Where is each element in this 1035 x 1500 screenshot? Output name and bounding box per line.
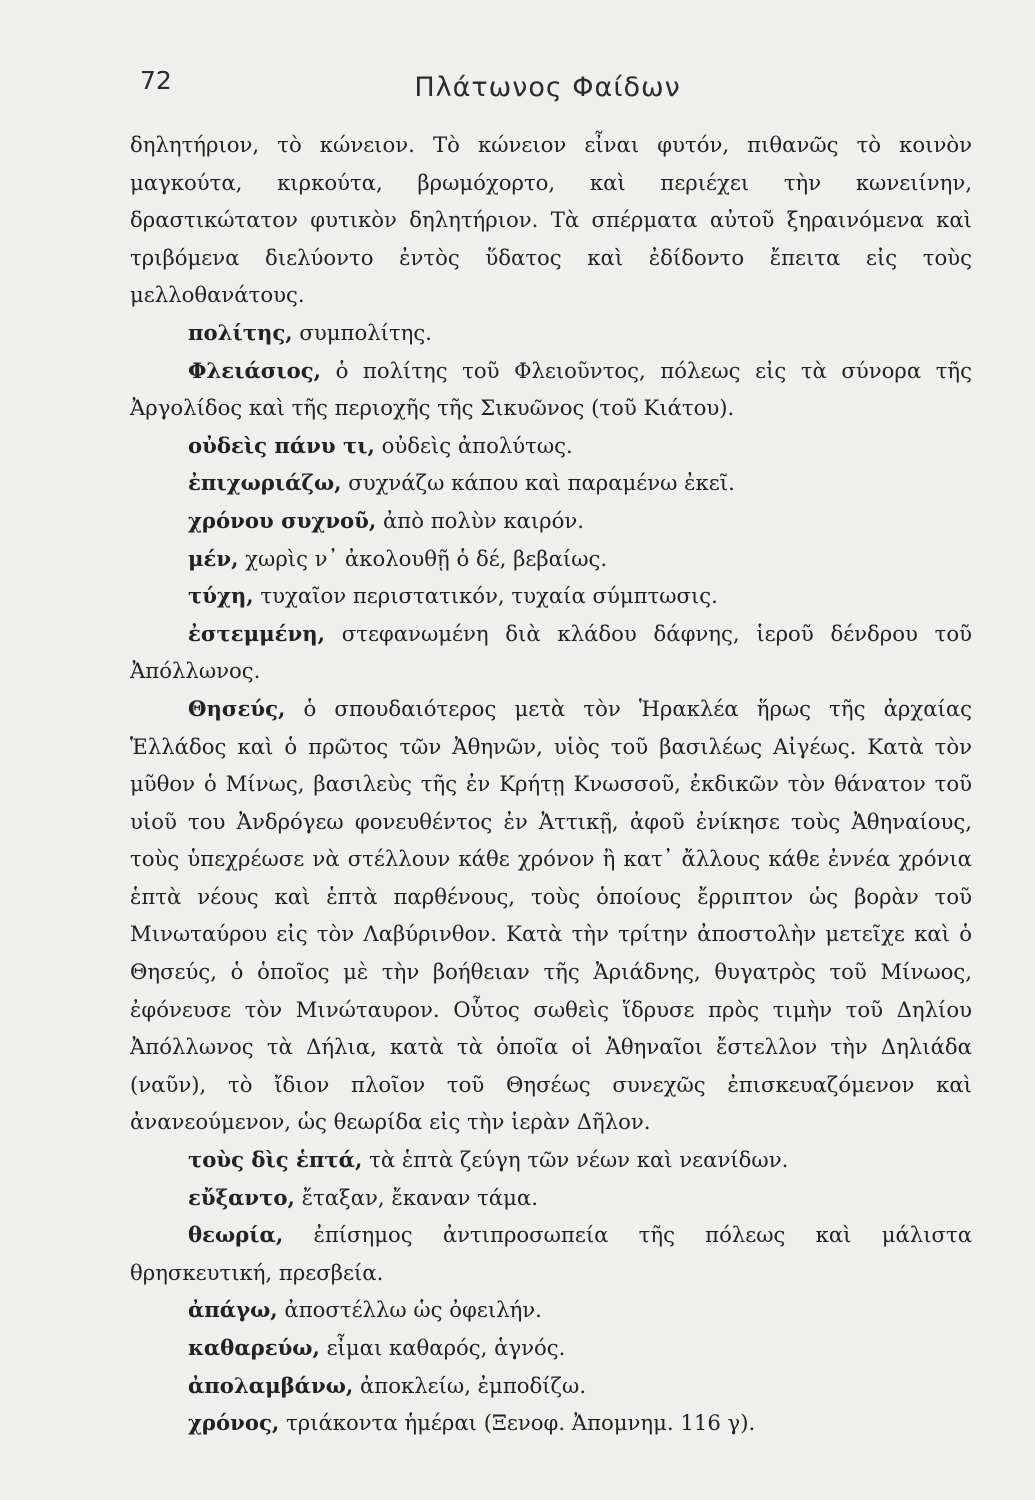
entry-definition: οὐδεὶς ἀπολύτως. bbox=[374, 432, 573, 458]
entry-term: μέν, bbox=[188, 545, 239, 571]
glossary-entry bbox=[130, 502, 972, 540]
running-title: Πλάτωνος Φαίδων bbox=[414, 72, 681, 103]
entry-term: πολίτης, bbox=[188, 319, 293, 345]
glossary-entry bbox=[130, 427, 972, 465]
glossary-entry bbox=[130, 690, 972, 1141]
entry-definition: ἀποστέλλω ὡς ὀφειλήν. bbox=[277, 1297, 542, 1323]
entry-term: εὔξαντο, bbox=[188, 1184, 295, 1210]
entry-term: Θησεύς, bbox=[188, 695, 286, 721]
glossary-entry bbox=[130, 314, 972, 352]
glossary-entry bbox=[130, 1179, 972, 1217]
entry-term: ἀπάγω, bbox=[188, 1297, 278, 1323]
entry-definition: ἐπίσημος ἀντιπροσωπεία τῆς πόλεως καὶ μάλιστα θρησκευτική, πρεσβεία. bbox=[130, 1222, 972, 1285]
entry-definition: εἶμαι καθαρός, ἁγνός. bbox=[319, 1335, 566, 1360]
entry-definition: ἀποκλείω, ἐμποδίζω. bbox=[353, 1372, 587, 1398]
intro-paragraph: δηλητήριον, τὸ κώνειον. Τὸ κώνειον εἶναι φυτόν, πιθανῶς τὸ κοινὸν μαγκούτα, κιρκούτα, βρωμόχορτο, καὶ περιέχει τὴν κωνειίνην, δραστικώτατον φυτικὸν δηλητήριον. Τὰ σπέρματα αὐτοῦ ξηραινόμενα καὶ τριβόμενα διελύοντο ἐντὸς ὕδατος καὶ ἐδίδοντο ἔπειτα εἰς τοὺς μελλοθανάτους. bbox=[130, 132, 972, 308]
glossary-entry bbox=[130, 1141, 972, 1179]
entry-term: ἀπολαμβάνω, bbox=[188, 1372, 354, 1398]
entry-term: καθαρεύω, bbox=[188, 1335, 320, 1360]
entry-term: τοὺς δὶς ἑπτά, bbox=[188, 1147, 363, 1173]
entry-definition: τὰ ἑπτὰ ζεύγη τῶν νέων καὶ νεανίδων. bbox=[362, 1147, 789, 1173]
glossary-entry bbox=[130, 464, 972, 502]
glossary-entry bbox=[130, 1329, 972, 1367]
entry-term: οὐδεὶς πάνυ τι, bbox=[188, 432, 375, 458]
entry-term: τύχη, bbox=[188, 583, 254, 609]
entry-term: θεωρία, bbox=[188, 1222, 284, 1248]
entry-definition: ὁ σπουδαιότερος μετὰ τὸν Ἡρακλέα ἥρως τῆς ἀρχαίας Ἑλλάδος καὶ ὁ πρῶτος τῶν Ἀθηνῶν, υἱὸς τοῦ βασιλέως Αἰγέως. Κατὰ τὸν μῦθον ὁ Μίνως, βασιλεὺς τῆς ἐν Κρήτῃ Κνωσσοῦ, ἐκδικῶν τὸν θάνατον τοῦ υἱοῦ του Ἀνδρόγεω φονευθέντος ἐν Ἀττικῇ, ἀφοῦ ἐνίκησε τοὺς Ἀθηναίους, τοὺς ὑπεχρέωσε νὰ στέλλουν κάθε χρόνον ἢ κατ᾽ ἄλλους κάθε ἐννέα χρόνια ἑπτὰ νέους καὶ ἑπτὰ παρθένους, τοὺς ὁποίους ἔρριπτον ὡς βορὰν τοῦ Μινωταύρου εἰς τὸν Λαβύρινθον. Κατὰ τὴν τρίτην ἀποστολὴν μετεῖχε καὶ ὁ Θησεύς, ὁ ὁποῖος μὲ τὴν βοήθειαν τῆς Ἀριάδνης, θυγατρὸς τοῦ Μίνωος, ἐφόνευσε τὸν Μινώταυρον. Οὗτος σωθεὶς ἵδρυσε πρὸς τιμὴν τοῦ Δηλίου Ἀπόλλωνος τὰ Δήλια, κατὰ τὰ ὁποῖα οἱ Ἀθηναῖοι ἔστελλον τὴν Δηλιάδα (ναῦν), τὸ ἴδιον πλοῖον τοῦ Θησέως συνεχῶς ἐπισκευαζόμενον καὶ ἀνανεούμενον, ὡς θεωρίδα εἰς τὴν ἱερὰν Δῆλον. bbox=[130, 695, 972, 1135]
entry-definition: τυχαῖον περιστατικόν, τυχαία σύμπτωσις. bbox=[253, 583, 718, 609]
entry-definition: συχνάζω κάπου καὶ παραμένω ἐκεῖ. bbox=[341, 470, 735, 496]
entry-term: χρόνου συχνοῦ, bbox=[188, 507, 377, 533]
page-number: 72 bbox=[140, 66, 172, 95]
entry-term: Φλειάσιος, bbox=[188, 357, 322, 383]
glossary-entry bbox=[130, 1404, 972, 1442]
entry-definition: ἀπὸ πολὺν καιρόν. bbox=[376, 507, 584, 533]
entry-term: ἐπιχωριάζω, bbox=[188, 470, 342, 496]
entry-definition: χωρὶς ν᾽ ἀκολουθῇ ὁ δέ, βεβαίως. bbox=[238, 545, 608, 571]
entry-term: χρόνος, bbox=[188, 1410, 280, 1436]
entry-definition: στεφανωμένη διὰ κλάδου δάφνης, ἱεροῦ δένδρου τοῦ Ἀπόλλωνος. bbox=[130, 620, 972, 684]
entry-definition: ὁ πολίτης τοῦ Φλειοῦντος, πόλεως εἰς τὰ σύνορα τῆς Ἀργολίδος καὶ τῆς περιοχῆς τῆς Σικυῶνος (τοῦ Κιάτου). bbox=[130, 357, 972, 421]
glossary-entry bbox=[130, 1367, 972, 1405]
glossary-entry bbox=[130, 352, 972, 427]
glossary-entry bbox=[130, 1291, 972, 1329]
entry-definition: ἔταξαν, ἔκαναν τάμα. bbox=[294, 1184, 538, 1210]
entry-definition: τριάκοντα ἡμέραι (Ξενοφ. Ἀπομνημ. 116 γ). bbox=[279, 1410, 756, 1436]
entry-term: ἐστεμμένη, bbox=[188, 620, 326, 646]
glossary-body bbox=[130, 126, 972, 1442]
glossary-entry bbox=[130, 615, 972, 690]
glossary-entry bbox=[130, 577, 972, 615]
glossary-entry bbox=[130, 1216, 972, 1291]
entry-definition: συμπολίτης. bbox=[292, 319, 432, 345]
glossary-entry bbox=[130, 540, 972, 578]
